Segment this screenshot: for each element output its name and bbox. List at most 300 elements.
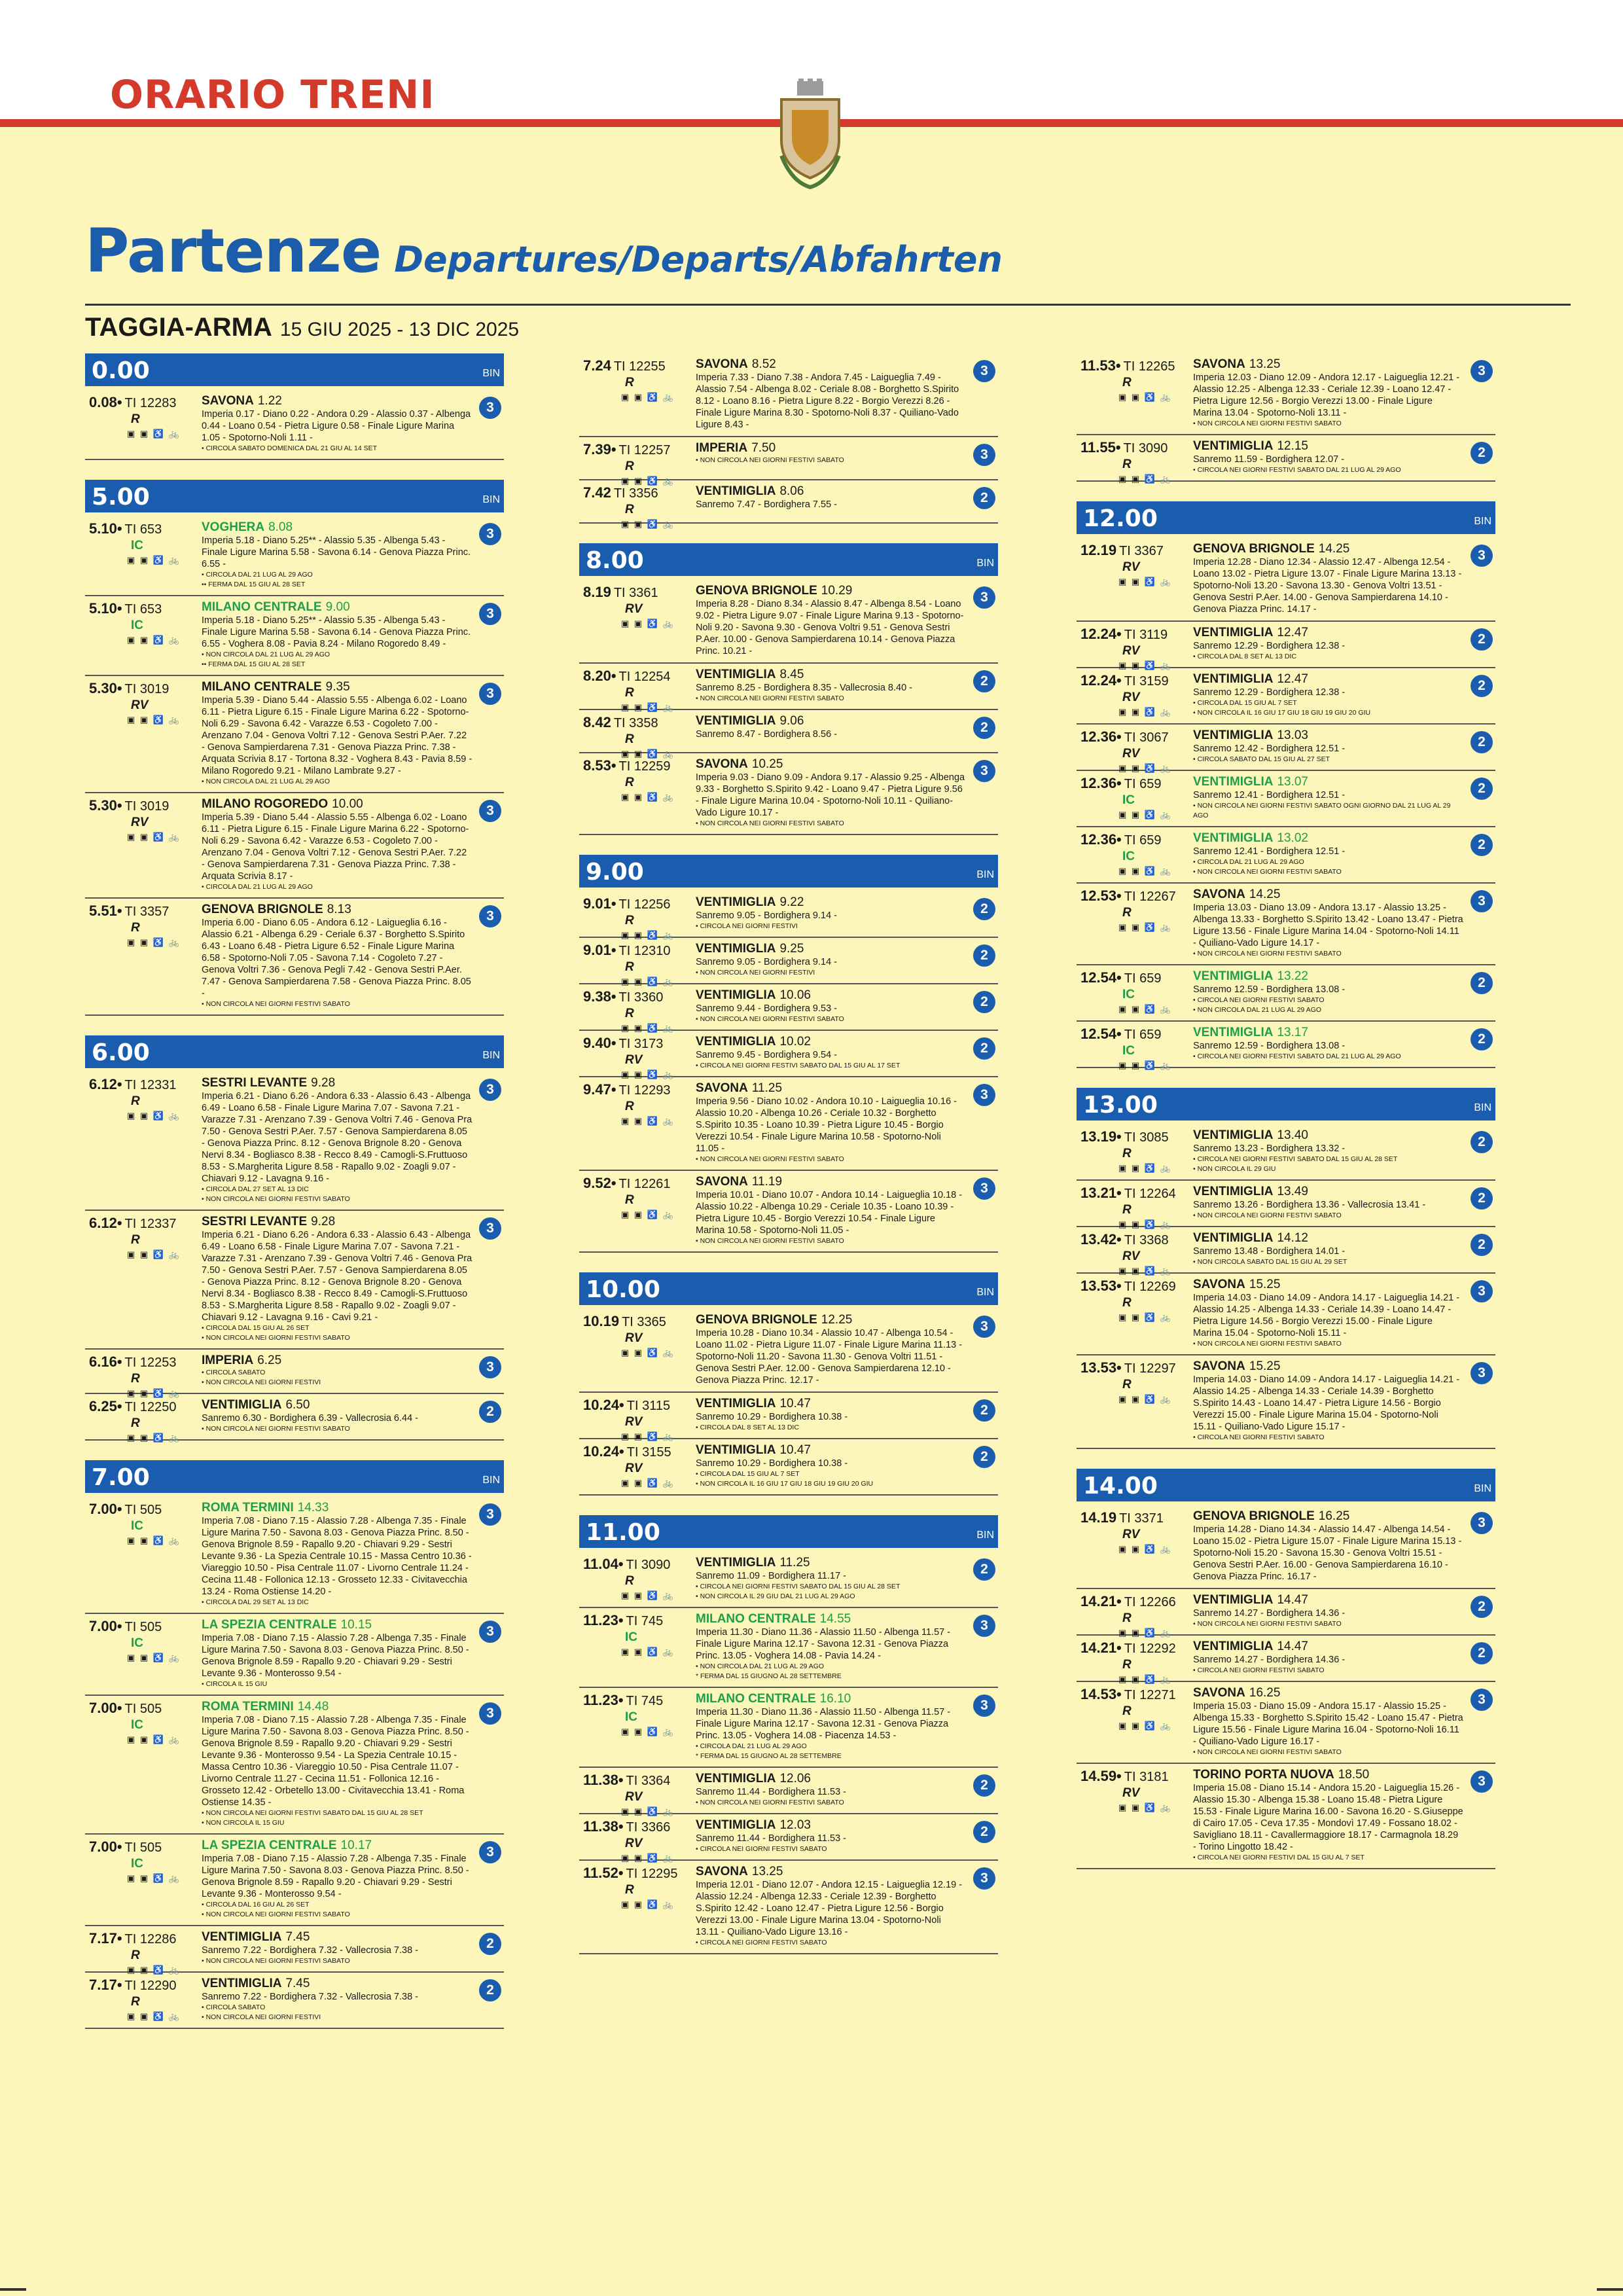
train-number: TI 653 bbox=[124, 602, 162, 617]
departure-row bbox=[579, 1077, 998, 1171]
intermediate-stops: Imperia 13.03 - Diano 13.09 - Andora 13.17 - Alassio 13.25 - Albenga 13.33 - Borghetto S.Spirito 13.42 - Loano 13.47 - Pietra Ligure 13.56 - Finale Ligure Marina 14.04 - Spotorno-Noli 14.11 - Quiliano-Vado Ligure 14.17 - bbox=[1193, 903, 1463, 948]
platform-header: BIN bbox=[1474, 516, 1491, 527]
platform-badge: 2 bbox=[1471, 628, 1493, 651]
platform-badge: 2 bbox=[973, 717, 995, 739]
departure-left bbox=[1080, 1185, 1192, 1230]
departure-left bbox=[583, 1175, 694, 1220]
departure-row bbox=[579, 891, 998, 938]
arrival-time: 14.47 bbox=[1277, 1640, 1308, 1653]
platform-header: BIN bbox=[482, 1050, 500, 1061]
departure-row bbox=[85, 899, 504, 1016]
hour-header bbox=[1077, 501, 1495, 534]
service-note: • CIRCOLA NEI GIORNI FESTIVI bbox=[696, 922, 798, 930]
footer-mark-left bbox=[0, 2288, 26, 2291]
service-icons: ▣ ▣ ♿ 🚲 bbox=[1118, 922, 1172, 932]
departure-time-line bbox=[1080, 1593, 1192, 1610]
departure-row bbox=[579, 580, 998, 664]
platform-badge: 3 bbox=[479, 1503, 501, 1526]
train-number: TI 12292 bbox=[1124, 1641, 1176, 1656]
departure-time: 12.36• bbox=[1080, 728, 1122, 745]
departure-time-line bbox=[1080, 1686, 1192, 1703]
departure-left bbox=[583, 357, 694, 403]
departure-left bbox=[89, 1354, 200, 1399]
train-category: R bbox=[625, 1007, 634, 1020]
platform-badge: 3 bbox=[1471, 1770, 1493, 1793]
departure-time: 12.54• bbox=[1080, 969, 1122, 986]
intermediate-stops: Sanremo 7.22 - Bordighera 7.32 - Vallecrosia 7.38 - bbox=[202, 1992, 418, 2002]
departure-left bbox=[1080, 1509, 1192, 1554]
intermediate-stops: Sanremo 13.48 - Bordighera 14.01 - bbox=[1193, 1246, 1346, 1257]
platform-badge: 3 bbox=[973, 1695, 995, 1717]
departure-time: 14.53• bbox=[1080, 1686, 1122, 1702]
service-note: • NON CIRCOLA NEI GIORNI FESTIVI SABATO bbox=[1193, 420, 1342, 427]
arrival-time: 8.52 bbox=[751, 357, 776, 371]
service-icons: ▣ ▣ ♿ 🚲 bbox=[127, 2011, 181, 2021]
departure-time: 7.00• bbox=[89, 1700, 122, 1716]
departure-row bbox=[85, 676, 504, 793]
intermediate-stops: Imperia 5.18 - Diano 5.25** - Alassio 5.35 - Albenga 5.43 - Finale Ligure Marina 5.58 - Savona 6.14 - Genova Piazza Princ. 6.55 - Voghera 8.08 - Pavia 8.24 - Milano Rogoredo 8.49 - bbox=[202, 615, 471, 649]
arrival-time: 10.47 bbox=[779, 1397, 811, 1410]
service-icons: ▣ ▣ ♿ 🚲 bbox=[1118, 1266, 1172, 1276]
train-number: TI 659 bbox=[1124, 833, 1162, 848]
arrival-time: 13.40 bbox=[1277, 1128, 1308, 1142]
departure-row bbox=[85, 596, 504, 676]
departure-left bbox=[1080, 1640, 1192, 1685]
departure-row bbox=[579, 753, 998, 835]
departure-time: 14.21• bbox=[1080, 1593, 1122, 1609]
train-category: R bbox=[625, 459, 634, 473]
train-category: IC bbox=[131, 539, 143, 552]
destination bbox=[696, 895, 967, 910]
service-note: • CIRCOLA NEI GIORNI FESTIVI SABATO bbox=[696, 1845, 827, 1853]
service-note: • NON CIRCOLA NEI GIORNI FESTIVI bbox=[202, 1378, 321, 1386]
destination-name: VENTIMIGLIA bbox=[696, 484, 776, 498]
intermediate-stops: Sanremo 6.30 - Bordighera 6.39 - Vallecrosia 6.44 - bbox=[202, 1413, 418, 1424]
arrival-time: 18.50 bbox=[1338, 1768, 1370, 1782]
departure-left bbox=[1080, 626, 1192, 671]
train-category: IC bbox=[1122, 988, 1135, 1001]
hour-label: 6.00 bbox=[92, 1039, 150, 1066]
destination bbox=[1193, 626, 1464, 640]
destination bbox=[1193, 1509, 1464, 1524]
departure-left bbox=[583, 668, 694, 713]
service-icons: ▣ ▣ ♿ 🚲 bbox=[127, 1734, 181, 1744]
title-rule bbox=[85, 304, 1571, 306]
title-sub: Departures/Departs/Abfahrten bbox=[394, 239, 1003, 280]
service-note: • NON CIRCOLA SABATO DAL 15 GIU AL 29 SET bbox=[1193, 1258, 1347, 1266]
departure-time-line bbox=[1080, 626, 1192, 643]
service-note: • NON CIRCOLA NEI GIORNI FESTIVI bbox=[696, 969, 815, 977]
train-category: R bbox=[131, 1416, 140, 1430]
departure-time: 7.17• bbox=[89, 1977, 122, 1993]
service-icons: ▣ ▣ ♿ 🚲 bbox=[621, 619, 675, 628]
train-category: IC bbox=[625, 1630, 637, 1644]
departure-row bbox=[579, 480, 998, 529]
departure-time: 9.38• bbox=[583, 988, 616, 1005]
departure-time: 7.00• bbox=[89, 1839, 122, 1855]
destination-name: VENTIMIGLIA bbox=[1193, 775, 1274, 789]
intermediate-stops: Sanremo 8.25 - Bordighera 8.35 - Vallecrosia 8.40 - bbox=[696, 683, 912, 693]
departure-row bbox=[1077, 1124, 1495, 1181]
hour-label: 8.00 bbox=[586, 547, 644, 574]
departure-time-line bbox=[89, 394, 200, 411]
departure-left bbox=[89, 1398, 200, 1443]
arrival-time: 14.48 bbox=[297, 1700, 329, 1713]
arrival-time: 13.03 bbox=[1277, 728, 1308, 742]
train-category: R bbox=[625, 503, 634, 516]
destination bbox=[202, 1700, 473, 1714]
service-note: • CIRCOLA DAL 8 SET AL 13 DIC bbox=[1193, 653, 1296, 660]
train-category: R bbox=[625, 686, 634, 700]
departure-left bbox=[89, 600, 200, 645]
service-note: • CIRCOLA SABATO DOMENICA DAL 21 GIU AL 14 SET bbox=[202, 444, 378, 452]
train-category: R bbox=[1122, 1704, 1132, 1718]
train-number: TI 659 bbox=[1124, 777, 1162, 791]
departure-time-line bbox=[1080, 1026, 1192, 1043]
service-note: • NON CIRCOLA NEI GIORNI FESTIVI SABATO bbox=[202, 1334, 350, 1342]
arrival-time: 16.10 bbox=[819, 1692, 851, 1706]
train-number: TI 12271 bbox=[1124, 1688, 1176, 1702]
service-note: • NON CIRCOLA NEI GIORNI FESTIVI SABATO bbox=[696, 456, 844, 464]
train-number: TI 12337 bbox=[124, 1217, 177, 1231]
departure-time-line bbox=[89, 1930, 200, 1947]
service-note: • CIRCOLA SABATO DAL 15 GIU AL 27 SET bbox=[1193, 755, 1330, 763]
service-icons: ▣ ▣ ♿ 🚲 bbox=[621, 1899, 675, 1909]
platform-badge: 2 bbox=[1471, 778, 1493, 800]
departure-time: 7.00• bbox=[89, 1501, 122, 1517]
hour-header bbox=[85, 480, 504, 512]
departure-row bbox=[85, 1696, 504, 1835]
service-icons: ▣ ▣ ♿ 🚲 bbox=[621, 792, 675, 802]
destination bbox=[1193, 888, 1464, 902]
departure-time-line bbox=[583, 1772, 694, 1789]
train-category: RV bbox=[625, 1331, 643, 1345]
departure-left bbox=[583, 441, 694, 486]
destination bbox=[696, 1612, 967, 1626]
arrival-time: 13.17 bbox=[1277, 1026, 1308, 1039]
departure-time: 11.53• bbox=[1080, 357, 1121, 374]
service-icons: ▣ ▣ ♿ 🚲 bbox=[1118, 1674, 1172, 1684]
arrival-time: 9.22 bbox=[779, 895, 804, 909]
intermediate-stops: Sanremo 7.22 - Bordighera 7.32 - Vallecrosia 7.38 - bbox=[202, 1945, 418, 1956]
train-number: TI 12266 bbox=[1124, 1595, 1176, 1609]
destination-name: VENTIMIGLIA bbox=[1193, 1128, 1274, 1142]
arrival-time: 16.25 bbox=[1318, 1509, 1350, 1523]
service-icons: ▣ ▣ ♿ 🚲 bbox=[127, 1535, 181, 1545]
departure-time: 5.10• bbox=[89, 600, 122, 617]
departure-left bbox=[583, 1556, 694, 1601]
title-main: Partenze bbox=[85, 216, 382, 286]
destination bbox=[696, 1556, 967, 1570]
service-icons: ▣ ▣ ♿ 🚲 bbox=[621, 1023, 675, 1033]
service-note: • NON CIRCOLA NEI GIORNI FESTIVI SABATO bbox=[1193, 1211, 1342, 1219]
train-category: R bbox=[1122, 457, 1132, 471]
service-note: • CIRCOLA NEI GIORNI FESTIVI SABATO bbox=[1193, 996, 1325, 1004]
departure-left bbox=[1080, 831, 1192, 876]
arrival-time: 9.28 bbox=[311, 1215, 336, 1229]
destination-name: SAVONA bbox=[1193, 888, 1245, 901]
train-category: RV bbox=[1122, 691, 1140, 704]
destination bbox=[202, 1501, 473, 1515]
departure-time-line bbox=[583, 1081, 694, 1098]
destination bbox=[1193, 831, 1464, 846]
departure-row bbox=[1077, 725, 1495, 771]
departure-left bbox=[1080, 672, 1192, 717]
departure-row bbox=[85, 1926, 504, 1973]
arrival-time: 10.47 bbox=[779, 1443, 811, 1457]
departure-time: 6.12• bbox=[89, 1215, 122, 1231]
arrival-time: 10.17 bbox=[340, 1839, 372, 1852]
departure-time-line bbox=[1080, 672, 1192, 689]
platform-header: BIN bbox=[482, 494, 500, 505]
train-category: R bbox=[1122, 1147, 1132, 1160]
destination-name: GENOVA BRIGNOLE bbox=[1193, 1509, 1315, 1523]
service-note: • NON CIRCOLA NEI GIORNI FESTIVI SABATO bbox=[202, 1425, 350, 1433]
platform-badge: 3 bbox=[479, 905, 501, 927]
departure-time: 9.01• bbox=[583, 942, 616, 958]
departure-row bbox=[1077, 884, 1495, 965]
destination-name: ROMA TERMINI bbox=[202, 1501, 294, 1515]
destination-name: MILANO CENTRALE bbox=[696, 1612, 816, 1626]
train-category: IC bbox=[131, 1519, 143, 1533]
departure-time: 13.42• bbox=[1080, 1231, 1122, 1247]
departure-left bbox=[89, 1930, 200, 1975]
platform-badge: 3 bbox=[479, 683, 501, 705]
hour-header bbox=[579, 543, 998, 576]
service-icons: ▣ ▣ ♿ 🚲 bbox=[127, 1249, 181, 1259]
intermediate-stops: Imperia 11.30 - Diano 11.36 - Alassio 11.50 - Albenga 11.57 - Finale Ligure Marina 12.17 - Savona 12.31 - Genova Piazza Princ. 13.05 - Voghera 14.08 - Pavia 14.24 - bbox=[696, 1627, 951, 1661]
service-icons: ▣ ▣ ♿ 🚲 bbox=[127, 555, 181, 565]
platform-badge: 2 bbox=[1471, 1028, 1493, 1050]
service-note: • NON CIRCOLA IL 29 GIU bbox=[1193, 1165, 1276, 1173]
hour-header bbox=[85, 1035, 504, 1068]
departure-time-line bbox=[89, 1839, 200, 1856]
destination-name: VENTIMIGLIA bbox=[696, 1818, 776, 1832]
intermediate-stops: Sanremo 12.29 - Bordighera 12.38 - bbox=[1193, 687, 1346, 698]
platform-badge: 3 bbox=[973, 1867, 995, 1890]
service-icons: ▣ ▣ ♿ 🚲 bbox=[1118, 1060, 1172, 1070]
arrival-time: 13.25 bbox=[751, 1865, 783, 1878]
service-note: • NON CIRCOLA NEI GIORNI FESTIVI SABATO bbox=[696, 1237, 844, 1245]
destination bbox=[1193, 357, 1464, 372]
train-number: TI 12256 bbox=[618, 897, 671, 912]
destination-name: VENTIMIGLIA bbox=[202, 1977, 282, 1990]
train-category: R bbox=[131, 1094, 140, 1108]
destination bbox=[1193, 1768, 1464, 1782]
train-category: IC bbox=[1122, 1044, 1135, 1058]
train-number: TI 12255 bbox=[613, 359, 666, 374]
service-note: • NON CIRCOLA NEI GIORNI FESTIVI SABATO bbox=[696, 819, 844, 827]
destination bbox=[696, 1175, 967, 1189]
train-number: TI 12267 bbox=[1124, 889, 1176, 904]
departure-row bbox=[1077, 538, 1495, 622]
train-category: R bbox=[625, 1883, 634, 1897]
hour-header bbox=[1077, 1469, 1495, 1501]
train-category: R bbox=[625, 1574, 634, 1588]
arrival-time: 13.25 bbox=[1249, 357, 1281, 371]
departure-left bbox=[583, 1692, 694, 1737]
train-number: TI 12261 bbox=[618, 1177, 671, 1191]
train-category: RV bbox=[1122, 1528, 1140, 1541]
timetable-column-1 bbox=[85, 353, 504, 2029]
platform-badge: 2 bbox=[1471, 442, 1493, 464]
service-note: • NON CIRCOLA NEI GIORNI FESTIVI SABATO bbox=[202, 1910, 350, 1918]
train-number: TI 12254 bbox=[618, 670, 671, 684]
departure-row bbox=[1077, 1274, 1495, 1355]
platform-badge: 2 bbox=[479, 1401, 501, 1423]
service-icons: ▣ ▣ ♿ 🚲 bbox=[127, 1873, 181, 1883]
page-title bbox=[85, 216, 1003, 286]
train-number: TI 505 bbox=[124, 1702, 162, 1716]
train-number: TI 12290 bbox=[124, 1979, 177, 1993]
train-category: R bbox=[1122, 1203, 1132, 1217]
destination bbox=[1193, 1686, 1464, 1700]
service-note: • NON CIRCOLA NEI GIORNI FESTIVI SABATO bbox=[696, 1015, 844, 1023]
destination-name: VENTIMIGLIA bbox=[696, 668, 776, 681]
intermediate-stops: Imperia 9.56 - Diano 10.02 - Andora 10.10 - Laigueglia 10.16 - Alassio 10.20 - Albenga 10.26 - Ceriale 10.32 - Borghetto S.Spirito 10.35 - Loano 10.39 - Pietra Ligure 10.45 - Borgio Verezzi 10.54 - Finale Ligure Marina 10.58 - Spotorno-Noli 11.05 - bbox=[696, 1096, 957, 1154]
train-category: RV bbox=[1122, 644, 1140, 658]
platform-badge: 2 bbox=[973, 1399, 995, 1422]
train-category: RV bbox=[1122, 1249, 1140, 1263]
service-icons: ▣ ▣ ♿ 🚲 bbox=[127, 635, 181, 645]
intermediate-stops: Sanremo 12.42 - Bordighera 12.51 - bbox=[1193, 744, 1346, 754]
destination-name: SAVONA bbox=[696, 757, 748, 771]
intermediate-stops: Sanremo 10.29 - Bordighera 10.38 - bbox=[696, 1412, 848, 1422]
train-category: RV bbox=[131, 698, 149, 712]
hour-header bbox=[1077, 1088, 1495, 1121]
train-number: TI 3173 bbox=[618, 1037, 664, 1051]
departure-row bbox=[579, 710, 998, 759]
platform-badge: 2 bbox=[1471, 1596, 1493, 1618]
arrival-time: 8.13 bbox=[327, 903, 351, 916]
destination-name: VENTIMIGLIA bbox=[696, 1556, 776, 1570]
service-note: • CIRCOLA DAL 21 LUG AL 29 AGO bbox=[696, 1742, 807, 1750]
service-note: • CIRCOLA DAL 21 LUG AL 29 AGO bbox=[202, 883, 313, 891]
station-name: TAGGIA-ARMA bbox=[85, 313, 272, 342]
service-icons: ▣ ▣ ♿ 🚲 bbox=[621, 702, 675, 712]
departure-time-line bbox=[1080, 1278, 1192, 1295]
hour-label: 0.00 bbox=[92, 357, 150, 384]
departure-row bbox=[579, 353, 998, 437]
service-icons: ▣ ▣ ♿ 🚲 bbox=[1118, 1628, 1172, 1638]
departure-row bbox=[1077, 353, 1495, 435]
intermediate-stops: Imperia 12.01 - Diano 12.07 - Andora 12.15 - Laigueglia 12.19 - Alassio 12.24 - Albenga 12.33 - Ceriale 12.39 - Borghetto S.Spirito 12.42 - Loano 12.47 - Pietra Ligure 12.56 - Borgio Verezzi 13.00 - Finale Ligure Marina 13.04 - Spotorno-Noli 13.11 - Quiliano-Vado Ligure 13.16 - bbox=[696, 1880, 963, 1937]
hour-label: 12.00 bbox=[1083, 505, 1158, 532]
destination bbox=[696, 988, 967, 1003]
departure-time: 5.10• bbox=[89, 520, 122, 537]
train-number: TI 3365 bbox=[622, 1315, 666, 1329]
train-category: R bbox=[1122, 1611, 1132, 1625]
service-note: * FERMA DAL 15 GIUGNO AL 28 SETTEMBRE bbox=[696, 1752, 842, 1760]
arrival-time: 10.15 bbox=[340, 1618, 372, 1632]
departure-row bbox=[579, 1861, 998, 1954]
departure-time: 9.01• bbox=[583, 895, 616, 912]
destination-name: MILANO CENTRALE bbox=[202, 600, 322, 614]
departure-left bbox=[89, 394, 200, 439]
destination-name: SESTRI LEVANTE bbox=[202, 1076, 308, 1090]
departure-left bbox=[1080, 1686, 1192, 1731]
service-icons: ▣ ▣ ♿ 🚲 bbox=[621, 1727, 675, 1736]
departure-left bbox=[1080, 1128, 1192, 1174]
departure-time: 11.23• bbox=[583, 1692, 624, 1708]
platform-badge: 2 bbox=[479, 1979, 501, 2001]
hour-label: 13.00 bbox=[1083, 1092, 1158, 1119]
departure-row bbox=[579, 1688, 998, 1768]
departure-time: 6.25• bbox=[89, 1398, 122, 1414]
train-number: TI 745 bbox=[626, 1614, 664, 1628]
service-note: •• FERMA DAL 15 GIU AL 28 SET bbox=[202, 660, 306, 668]
train-number: TI 12259 bbox=[618, 759, 671, 774]
departure-time-line bbox=[1080, 1640, 1192, 1657]
destination bbox=[202, 394, 473, 408]
service-icons: ▣ ▣ ♿ 🚲 bbox=[127, 832, 181, 842]
departure-time-line bbox=[583, 1692, 694, 1709]
departure-left bbox=[89, 520, 200, 565]
departure-row bbox=[85, 516, 504, 596]
train-category: RV bbox=[625, 1837, 643, 1850]
train-number: TI 12257 bbox=[618, 443, 671, 457]
intermediate-stops: Imperia 6.21 - Diano 6.26 - Andora 6.33 - Alassio 6.43 - Albenga 6.49 - Loano 6.58 - Finale Ligure Marina 7.07 - Savona 7.21 - Varazze 7.31 - Arenzano 7.39 - Genova Voltri 7.46 - Genova Pra 7.50 - Genova Sestri P.Aer. 7.57 - Genova Sampierdarena 8.05 - Genova Piazza Princ. 8.12 - Genova Brignole 8.20 - Genova Nervi 8.34 - Bogliasco 8.38 - Recco 8.49 - Camogli-S.Fruttuoso 8.53 - S.Margherita Ligure 8.58 - Rapallo 9.02 - Zoagli 9.07 - Chiavari 9.12 - Lavagna 9.16 - Cavi 9.21 - bbox=[202, 1230, 473, 1323]
service-note: • CIRCOLA NEI GIORNI FESTIVI SABATO bbox=[696, 1939, 827, 1946]
destination-name: VENTIMIGLIA bbox=[1193, 1593, 1274, 1607]
departure-row bbox=[85, 1973, 504, 2029]
destination bbox=[696, 1772, 967, 1786]
train-number: TI 653 bbox=[124, 522, 162, 537]
service-note: • CIRCOLA DAL 16 GIU AL 26 SET bbox=[202, 1901, 310, 1909]
service-icons: ▣ ▣ ♿ 🚲 bbox=[1118, 1004, 1172, 1014]
destination bbox=[696, 357, 967, 372]
destination bbox=[696, 1692, 967, 1706]
train-number: TI 12253 bbox=[124, 1355, 177, 1370]
departure-left bbox=[583, 1313, 694, 1358]
destination-name: VENTIMIGLIA bbox=[1193, 728, 1274, 742]
service-note: • NON CIRCOLA NEI GIORNI FESTIVI SABATO bbox=[1193, 950, 1342, 958]
service-icons: ▣ ▣ ♿ 🚲 bbox=[621, 930, 675, 940]
train-category: IC bbox=[1122, 793, 1135, 807]
arrival-time: 15.25 bbox=[1249, 1359, 1281, 1373]
arrival-time: 10.06 bbox=[779, 988, 811, 1002]
destination-name: GENOVA BRIGNOLE bbox=[696, 1313, 817, 1327]
train-number: TI 3067 bbox=[1124, 730, 1169, 745]
platform-badge: 3 bbox=[973, 444, 995, 466]
arrival-time: 13.02 bbox=[1277, 831, 1308, 845]
departure-time: 10.24• bbox=[583, 1397, 624, 1413]
destination-name: VENTIMIGLIA bbox=[696, 895, 776, 909]
service-icons: ▣ ▣ ♿ 🚲 bbox=[1118, 1312, 1172, 1322]
train-number: TI 3119 bbox=[1124, 628, 1168, 642]
departure-row bbox=[1077, 827, 1495, 884]
service-note: • NON CIRCOLA IL 16 GIU 17 GIU 18 GIU 19 GIU 20 GIU bbox=[696, 1480, 874, 1488]
service-note: • CIRCOLA SABATO bbox=[202, 1369, 266, 1376]
departure-time: 12.54• bbox=[1080, 1026, 1122, 1042]
departure-time-line bbox=[583, 484, 694, 501]
departure-time: 13.53• bbox=[1080, 1359, 1122, 1376]
departure-left bbox=[583, 757, 694, 802]
platform-badge: 3 bbox=[1471, 1362, 1493, 1384]
service-note: • CIRCOLA DAL 15 GIU AL 7 SET bbox=[1193, 699, 1297, 707]
train-number: TI 745 bbox=[626, 1694, 664, 1708]
intermediate-stops: Imperia 14.28 - Diano 14.34 - Alassio 14.47 - Albenga 14.54 - Loano 15.02 - Pietra Ligure 15.07 - Finale Ligure Marina 15.13 - Spotorno-Noli 15.20 - Savona 15.30 - Genova Voltri 15.51 - Genova Sestri P.Aer. 16.00 - Genova Sampierdarena 16.10 - Genova Piazza Princ. 16.17 - bbox=[1193, 1524, 1462, 1582]
departure-time-line bbox=[1080, 728, 1192, 745]
departure-row bbox=[1077, 965, 1495, 1022]
service-icons: ▣ ▣ ♿ 🚲 bbox=[621, 1590, 675, 1600]
service-icons: ▣ ▣ ♿ 🚲 bbox=[621, 392, 675, 402]
departure-row bbox=[1077, 668, 1495, 725]
destination-name: VENTIMIGLIA bbox=[696, 714, 776, 728]
departure-row bbox=[579, 1439, 998, 1496]
train-number: TI 3361 bbox=[613, 586, 658, 600]
destination bbox=[1193, 728, 1464, 743]
